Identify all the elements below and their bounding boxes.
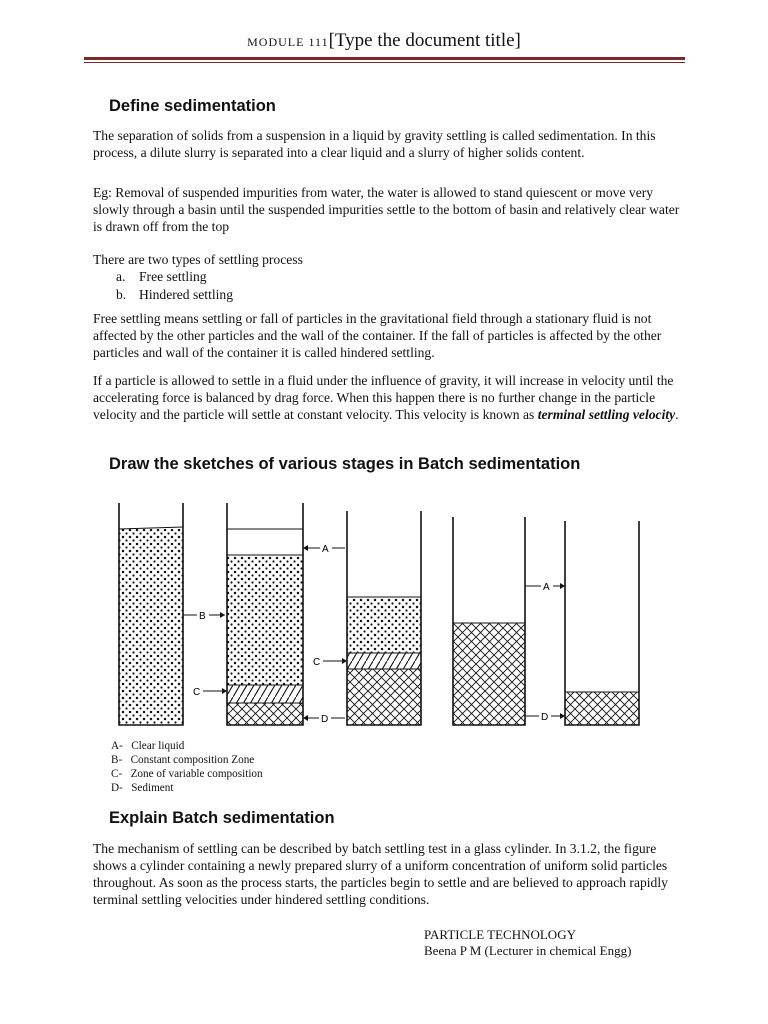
svg-text:A: A <box>543 582 550 593</box>
header-rule-thin <box>84 62 685 63</box>
cylinder-3 <box>347 511 421 725</box>
heading-define-sedimentation: Define sedimentation <box>109 97 276 115</box>
paragraph-example: Eg: Removal of suspended impurities from water, the water is allowed to stand quiescent or move very slowly through a basin until the suspended impurities settle to the bottom of basin and relatively clear water is drawn off from the top <box>93 185 680 234</box>
list-item-label: Free settling <box>139 269 207 284</box>
list-item <box>116 286 126 303</box>
footer-author: Beena P M (Lecturer in chemical Engg) <box>424 943 632 958</box>
cylinder-2 <box>227 503 303 725</box>
legend-item: D- Sediment <box>111 782 174 794</box>
heading-explain-batch: Explain Batch sedimentation <box>109 809 335 827</box>
paragraph-free-settling: Free settling means settling or fall of particles in the gravitational field through a stationary fluid is not affected by the other particles and the wall of the container. If the fall of particles is affected by the other particles and wall of the container it is called hindered settling. <box>93 311 662 360</box>
heading-sketches: Draw the sketches of various stages in Batch sedimentation <box>109 455 581 473</box>
batch-sedimentation-figure <box>107 493 652 733</box>
legend-item: A- Clear liquid <box>111 740 185 752</box>
label-D-stage5 <box>525 712 565 723</box>
footer-course: PARTICLE TECHNOLOGY <box>424 927 576 942</box>
paragraph-definition: The separation of solids from a suspension in a liquid by gravity settling is called sedimentation. In this process, a dilute slurry is separated into a clear liquid and a slurry of higher solids content. <box>93 128 656 160</box>
document-title: [Type the document title] <box>328 30 521 51</box>
label-C-stage3 <box>313 657 347 668</box>
list-marker: a. <box>116 269 126 284</box>
terminal-velocity-emphasis: terminal settling velocity <box>537 407 676 422</box>
label-D-stage2 <box>303 714 345 725</box>
cylinder-4 <box>453 517 525 725</box>
svg-text:D: D <box>541 712 549 723</box>
svg-text:C: C <box>313 657 321 668</box>
terminal-text-after: . <box>675 407 679 422</box>
paragraph-types-intro: There are two types of settling process <box>93 252 303 267</box>
cylinder-5 <box>565 521 639 725</box>
figure-legend <box>111 739 263 795</box>
page-footer <box>424 927 631 959</box>
legend-item: C- Zone of variable composition <box>111 768 263 780</box>
svg-text:D: D <box>321 714 329 725</box>
list-marker: b. <box>116 287 127 302</box>
list-item-label: Hindered settling <box>139 287 234 302</box>
list-item <box>116 268 125 285</box>
label-B <box>183 611 225 622</box>
label-C-stage2 <box>193 687 227 698</box>
svg-text:A: A <box>322 544 329 555</box>
paragraph-terminal-velocity <box>93 372 683 423</box>
svg-text:C: C <box>193 687 201 698</box>
legend-item: B- Constant composition Zone <box>111 754 255 766</box>
label-A-stage5 <box>525 582 565 593</box>
svg-text:B: B <box>199 611 206 622</box>
label-A-stage2 <box>303 544 345 555</box>
page-header <box>0 30 768 52</box>
terminal-text-before: If a particle is allowed to settle in a fluid under the influence of gravity, it will increase in velocity until the accelerating force is balanced by drag force. When this happen there is no further change in the particle velocity and the particle will settle at constant velocity. This velocity is known as <box>93 373 674 422</box>
paragraph-batch-settling: The mechanism of settling can be described by batch settling test in a glass cylinder. In 3.1.2, the figure shows a cylinder containing a newly prepared slurry of a uniform concentration of uniform solid particles throughout. As soon as the process starts, the particles begin to settle and are believed to approach rapidly terminal settling velocities under hindered settling conditions. <box>93 841 668 907</box>
module-label: MODULE 111 <box>247 35 329 49</box>
cylinder-1 <box>119 503 183 725</box>
header-rule-thick <box>84 57 685 60</box>
